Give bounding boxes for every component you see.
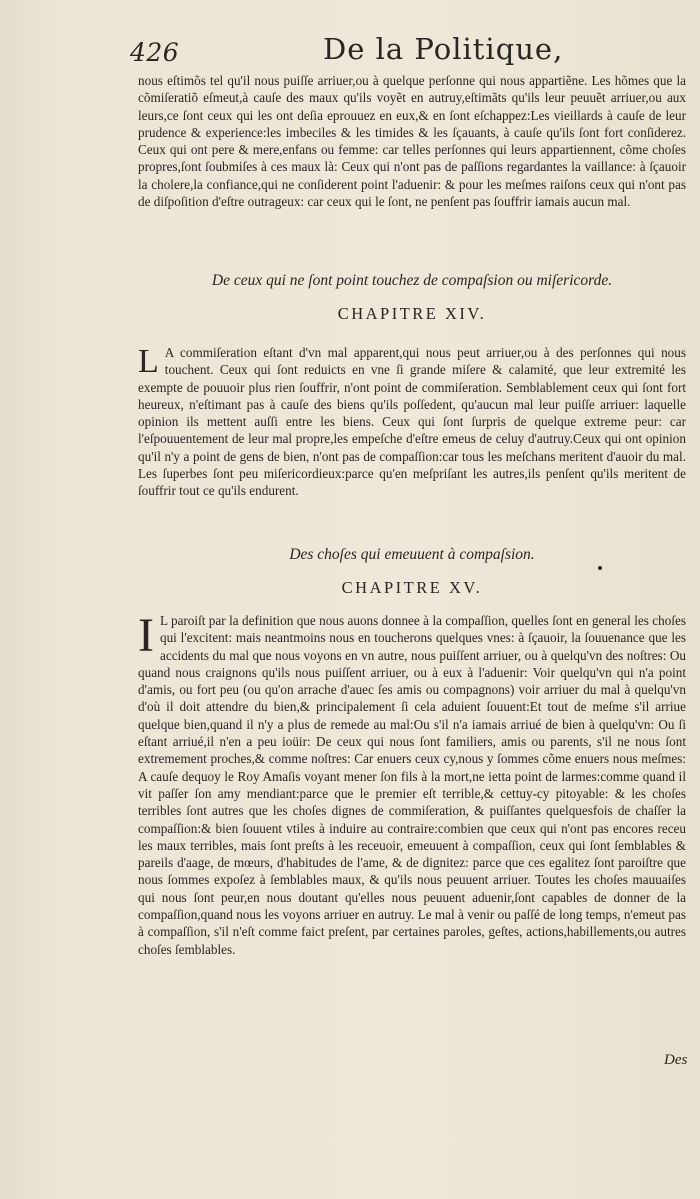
section-heading: Des choſes qui emeuuent à compaſsion.: [289, 546, 535, 563]
continued-paragraph: [138, 72, 686, 210]
chapter-text: [138, 609, 686, 958]
chapter-title: CHAPITRE XIV.: [337, 304, 487, 323]
page-header: [128, 28, 668, 70]
paragraph-text: A commiſeration eſtant d'vn mal apparent,qui nous peut arriuer,ou à des perſonnes qui nous touchent. Ceux qui ſont reduicts en vne ſi grande miſere & calamité, que leur extremité les exempte de pouuoir plus rien ſouffrir, n'ont point de commiſeration. Semblablement ceux qui ſont fort heureux, n'eſtimant pas à cauſe des biens qu'ils poſſedent, qu'aucun mal leur puiſſe arriuer: laquelle opinion ils mettent auſſi entre les biens. Ceux qui ſont ſurpris de quelque extreme peur: car l'eſpouuentement de leur mal propre,les empeſche d'eſtre emeus de celuy d'autruy.Ceux qui ont opinion qu'il n'y a point de gens de bien, n'ont pas de compaſſion:car tous les meſchans meritent d'auoir du mal. Les ſuperbes ſont peu miſericordieux:parce qu'en meſpriſant les autres,ils penſent qu'ils meritent de ſouffrir tout ce qu'ils endurent.: [138, 345, 686, 499]
chapter-text: [138, 344, 686, 500]
drop-cap: I: [138, 609, 154, 662]
page-number: 426: [130, 38, 180, 67]
ink-spot: [598, 566, 602, 570]
section-heading: De ceux qui ne ſont point touchez de compaſsion ou miſericorde.: [211, 272, 613, 289]
running-head: De la Politique,: [323, 32, 564, 66]
catchword: Des: [664, 1052, 688, 1068]
paragraph-text: nous eſtimõs tel qu'il nous puiſſe arriuer,ou à quelque perſonne qui nous appartiẽne. Les hõmes que la cõmiſeratiõ eſmeut,à cauſe des maux qu'ils voyẽt en autruy,eſtimãts qu'ils leur peuuẽt arriuer,ou aux leurs,ce ſont ceux qui les ont deſia eprouuez en eux,& en ſont eſchappez:Les vieillards à cauſe de leur prudence & experience:les imbeciles & les timides & les ſçauants, à cauſe qu'ils ſont fort conſiderez. Ceux qui ont pere & mere,enfans ou femme: car telles perſonnes qui leurs appartiennent, cõme choſes propres,ſont ſoubmiſes à ces maux là: Ceux qui n'ont pas de paſſions regardantes la vaillance: à ſçauoir la cholere,la confiance,qui ne conſiderent point l'aduenir: & pour les meſmes raiſons ceux qui n'ont pas de diſpoſition d'eſtre outrageux: car ceux qui le ſont, ne penſent pas ſouffrir iamais aucun mal.: [138, 73, 686, 210]
drop-cap: L: [138, 343, 159, 380]
paragraph-text: L paroiſt par la definition que nous auons donnee à la compaſſion, quelles ſont en general les choſes qui l'excitent: mais neantmoins nous en toucherons quelques vnes: à ſçauoir, la ſouuenance que les accidents du mal que nous voyons en vn autre, nous puiſſent arriuer, ou à quelqu'vn des noſtres: Ou quand nous craignons qu'ils nous puiſſent arriuer, ou à eux à l'aduenir: Voir quelqu'vn qui n'a point d'amis, ou fort peu (ou qu'on arrache d'auec ſes amis ou compagnons) voir arriuer du mal à quelqu'vn d'où il doit attendre du bien,& principalement ſi cela aduient ſouuent:Et tout de meſme s'il arriue quelque bien,quand il n'y a plus de remede au mal:Ou s'il n'a iamais arriué de bien à quelqu'vn: Ou ſi eſtant arriué,il n'en a peu ioüir: De ceux qui nous ſont familiers, amis ou parents, s'il ne nous ſont extremement proches,& comme noſtres: Car enuers ceux cy,nous y ſommes cõme enuers nous meſmes: A cauſe dequoy le Roy Amaſis voyant mener ſon fils à la mort,ne ietta point de larmes:comme quand il vit paſſer ſon amy mendiant:parce que le premier eſt terrible,& cettuy-cy pitoyable: & les choſes terribles ſont autres que les choſes dignes de commiſeration, & puiſſantes quelquesfois de chaſſer la compaſſion:& bien ſouuent vtiles à induire au contraire:combien que ceux qui n'ont pas encores receu les maux terribles, mais ſont preſts à les receuoir, emeuuent à compaſſion, ceux qui ſont ſemblables & pareils d'aage, de mœurs, d'habitudes de l'ame, & de dignitez: parce que ces egalitez ſont paroiſtre que nous ſommes expoſez à ſemblables maux, & qu'ils nous peuuent arriuer. Toutes les choſes mauuaiſes qui nous ſont peur,en nous doutant qu'elles nous peuuent aduenir,ſont capables de donner de la compaſſion,quand nous les voyons arriuer en autruy. Le mal à venir ou paſſé de long temps, n'emeut pas à compaſſion, s'il n'eſt comme faict preſent, par certaines paroles, geſtes, actions,habillements,ou autres choſes ſemblables.: [138, 613, 686, 957]
chapter-title: CHAPITRE XV.: [341, 578, 483, 597]
